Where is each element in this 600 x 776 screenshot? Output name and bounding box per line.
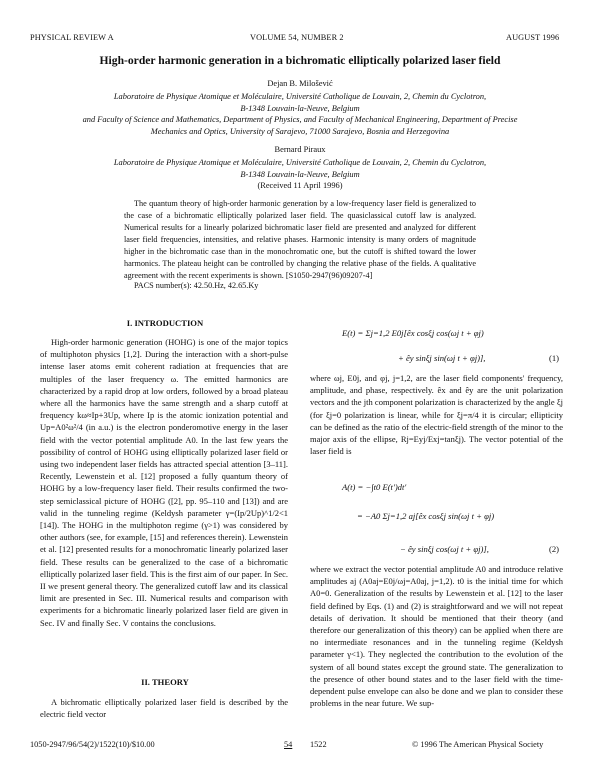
affiliation-1-line-3: and Faculty of Science and Mathematics, Department of Physics, and Faculty of Mechanical Engineering, Department of Precise (82, 115, 518, 124)
affiliation-2-line-2: B-1348 Louvain-la-Neuve, Belgium (240, 170, 360, 179)
theory-paragraph: A bichromatic elliptically polarized laser field is described by the electric field vector (40, 697, 288, 720)
paper-title: High-order harmonic generation in a bichromatic elliptically polarized laser field (99, 54, 501, 67)
pacs-numbers: PACS number(s): 42.50.Hz, 42.65.Ky (134, 281, 259, 290)
affiliation-1-line-1: Laboratoire de Physique Atomique et Moléculaire, Université Catholique de Louvain, 2, Chemin du Cyclotron, (113, 92, 487, 101)
affiliation-2-line-1: Laboratoire de Physique Atomique et Moléculaire, Université Catholique de Louvain, 2, Chemin du Cyclotron, (113, 158, 487, 167)
right-paragraph-2: where we extract the vector potential amplitude A0 and introduce relative amplitudes aj (A0aj=E0j/ωj=A0aj, j=1,2). t0 is the initial time for which A0=0. Generalization of the results by Lewenstein et al. [12] to the laser field defined by Eqs. (1) and (2) is straightforward and we will not repeat details of derivation. It should be mentioned that their theory (and therefore our generalization of this theory) can be applied when there are no intermediate resonances and in the tunneling regime (Keldysh parameter γ<1). They neglected the contribution to the evolution of the system of all bound states except the ground state. The generalization to the presence of other bound states and to the laser field with the time-dependent pulse envelope can also be done and we plan to consider these problems in the near future. We sup- (310, 564, 563, 709)
equation-2-explanation (310, 563, 563, 709)
issue-date: AUGUST 1996 (506, 33, 560, 42)
affiliation-1-line-2: B-1348 Louvain-la-Neuve, Belgium (240, 104, 360, 113)
author-2: Bernard Piraux (274, 145, 326, 154)
received-date: (Received 11 April 1996) (257, 181, 343, 190)
footer-code: 1050-2947/96/54(2)/1522(10)/$10.00 (30, 740, 155, 749)
equation-2-line-1: A(t) = −∫t0 E(t′)dt′ (342, 482, 407, 492)
footer-copyright: © 1996 The American Physical Society (412, 740, 544, 749)
affiliation-1-line-4: Mechanics and Optics, University of Sarajevo, 71000 Sarajevo, Bosnia and Herzegovina (150, 127, 450, 136)
introduction-text (40, 336, 288, 629)
right-paragraph-1: where ωj, E0j, and φj, j=1,2, are the laser field components' frequency, amplitude, and phase, respectively. êx and êy are the unit polarization vectors and the jth component polarization is characterized by the angle ξj (for ξj=0 polarization is linear, while for ξj=π/4 it is circular; ellipticity can be defined as the ratio of the electric-field strength of the minor to the major axis of the ellipse, Rj=Eyj/Exj=tanξj). The vector potential of the laser field is (310, 373, 563, 457)
equation-1-line-2: + êy sinξj sin(ωj t + φj)], (398, 353, 486, 363)
equation-2-number: (2) (549, 544, 560, 554)
introduction-paragraph: High-order harmonic generation (HOHG) is one of the major topics of multiphoton physics [1,2]. During the interaction with a short-pulse intense laser atoms emit coherent radiation at frequencies that are multiples of the laser frequency ω. The emitted harmonics are characterized by a rapid drop at low orders, followed by a broad plateau where all the harmonics have the same strength and a sharp cutoff at frequency kω≈Ip+3Up, where Ip is the atomic ionization potential and Up=A0²ω²/4 (in a.u.) is the electron ponderomotive energy in the laser field with the vector potential amplitude A0. In the last few years the possibility of control of HOHG using elliptically polarized laser field or using two independent laser fields has attracted special attention [3–11]. Recently, Lewenstein et al. [12] proposed a fully quantum theory of HOHG by a low-frequency laser field. Their results confirmed the two-step semiclassical picture of HOHG ([2], pp. 95–110 and [13]) and are valid in the tunneling regime (Keldysh parameter γ=(Ip/2Up)^1/2<1 [14]). The HOHG in the multiphoton regime (γ>1) was considered by other authors (see, for example, [15] and references therein). Lewenstein et al. [12] presented results for a monochromatic linearly polarized laser field. These results can be generalized to the case of a bichromatic elliptically polarized laser field. This is the first aim of our paper. In Sec. II we present general theory. The generalized cutoff law and its classical limit are presented in Sec. III. Numerical results and comparison with experiments for a bichromatic linearly polarized laser field are given in Sec. IV and finally Sec. V contains the conclusions. (40, 337, 288, 628)
section-heading-introduction: I. INTRODUCTION (126, 318, 204, 328)
footer-page: 1522 (310, 740, 327, 749)
equation-2-line-3: − êy sinξj cos(ωj t + φj)], (400, 544, 489, 554)
abstract: The quantum theory of high-order harmonic generation by a low-frequency laser field is generalized to the case of a bichromatic elliptically polarized laser field. The quasiclassical cutoff law is analyzed. Numerical results for a linearly polarized bichromatic laser field are presented and analyzed for different laser field frequencies, intensities, and relative phases. Harmonic intensity is many orders of magnitude higher in the bichromatic case than in the monochromatic one, but the cutoff is shifted toward the lower harmonics. The plateau height can be controlled by changing the relative phase of the fields. A qualitative agreement with the recent experiments is shown. [S1050-2947(96)09207-4] (124, 199, 476, 280)
section-heading-theory: II. THEORY (141, 677, 189, 687)
equation-1-line-1: E(t) = Σj=1,2 E0j[êx cosξj cos(ωj t + φj) (342, 328, 484, 338)
equation-1-explanation (310, 372, 563, 457)
volume-number: VOLUME 54, NUMBER 2 (250, 33, 344, 42)
journal-name: PHYSICAL REVIEW A (30, 33, 114, 42)
equation-2-line-2: = −A0 Σj=1,2 aj[êx cosξj sin(ωj t + φj) (357, 511, 495, 521)
equation-1-number: (1) (549, 353, 560, 363)
theory-intro-text (40, 696, 288, 720)
author-1: Dejan B. Milošević (267, 79, 333, 88)
footer-volume: 54 (284, 740, 293, 749)
